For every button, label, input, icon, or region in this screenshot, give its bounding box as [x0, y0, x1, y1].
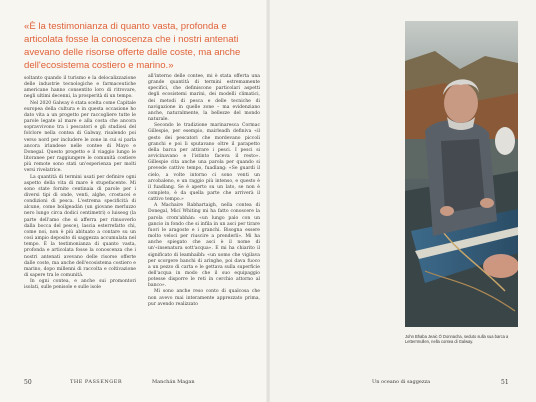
section-title: Un oceano di saggezza: [372, 379, 431, 385]
text-column-2: [148, 74, 260, 308]
paragraph: Secondo le tradizione marinaresca Cormac Gillespie, per esempio, mairleadh definiva «il gesto dei pescatori che mordevano piccoli granchi e poi li sputavano oltre il parapetto della barca per attirare i pesci. I pesci si avvicinavano e l'istinto faceva il resto». Gillespie cita anche una parola per quando si prevede cattivo tempo, fuadlang: «Se guardi il cielo, a volte intorno ci sono venti un arcobaleno, e un raggio più intenso, e questo è il fuadlang. Se è aperto su un lato, se non è completo, è da quella parte che arriverà il cattivo tempo.»: [148, 123, 260, 203]
text-column-1: [24, 76, 136, 291]
paragraph: A Machaire Rabhartaigh, nella contea di Donegal, Micí Whiting mi ha fatto conoscere la parola crom'abhán: «un lungo palo con un gancio in fondo che si infila in un asci per tirare fuori le aragoste e i granchi. Bisogna essere molto veloci per riuscire a prenderli». Mi ha anche spiegato che asci è il nome di un'«insenatura sott'acqua». E mi ha chiarito il significato di leamhaibh: «un uomo che vigilava per scorgere banchi di aringhe, poi dava fuoco a un pezzo di carta e le gettava sulla superficie dell'acqua in modo che il suo equipaggio potesse disporre le reti in cerchio attorno al banco».: [148, 203, 260, 289]
page-number-left: 50: [24, 379, 32, 386]
page-number-right: 51: [501, 379, 509, 386]
paragraph: all'interno delle contee, mi è stata offerta una grande quantità di termini estremamente specifici, che definiscono particolari aspetti degli ecosistemi marini, dei modelli climatici, dei metodi di pesca e delle tecniche di navigazione in quelle zone – ma evidenziano anche, naturalmente, la bellezze del mondo naturale.: [148, 74, 260, 123]
page-gutter: [266, 0, 270, 402]
author-name: Manchán Magan: [152, 379, 195, 385]
fisherman-photo: [405, 21, 518, 327]
paragraph: La quantità di termini usati per definire ogni aspetto della vita di mare è stupefacente. Mi sono state fornite centinaia di parole per i diversi tipi di onde, venti, alghe, crostacei e condizioni di pesca. L'estrema specificità di alcune, come boilgeadán (un giovane merluzzo nero lungo circa dodici centimetri) o luiseog (la parte dell'amo che si afferra per rimuoverlo dalla bocca del pesce), lascia esterrefatto chi, come noi, non è più abituato a contare su un così ampio deposito di saggezza accumulata nel tempo. È la testimonianza di quanto vasta, profonda e articolata fosse la conoscenza che i nostri antenati avevano delle risorse offerte dalle coste, ma anche dell'ecosistema costiero e marino, dopo millenni di raccolta e coltivazione di sapere tra le comunità.: [24, 174, 136, 278]
paragraph: Mi sono anche reso conto di qualcosa che non avevo mai interamente apprezzato prima, pur avendo realizzato: [148, 289, 260, 307]
paragraph: Nel 2020 Galway è stata scelta come Capitale europea della cultura e in questa occasione ho dato vita a un progetto per raccogliere tutte le parole legate al mare e alla costa che ancora sopravvivono tra i pescatori e gli studiosi del folclore nella contea di Galway, risalendo poi verso nord per includere le zone in cui si parla ancora irlandese nelle contee di Mayo e Donegal. Questo progetto e il viaggio lungo le litoranee per raggiungere le comunità costiere più remote sono stati un'esperienza per molti versi rivelatrice.: [24, 100, 136, 174]
paragraph: In ogni contea, e anche sui promontori isolati, sulle penisole e sulle isole: [24, 279, 136, 291]
paragraph: soltanto quando il turismo e la delocalizzazione delle industrie tecnologiche e farmaceutiche americane hanno consentito loro di ritrovare, negli ultimi decenni, la prosperità di un tempo.: [24, 76, 136, 100]
pull-quote: «È la testimonianza di quanto vasta, profonda e articolata fosse la conoscenza che i nostri antenati avevano delle risorse offerte dalle coste, ma anche dell'ecosistema costiero e marino.»: [24, 21, 241, 72]
publication-name: THE PASSENGER: [70, 379, 123, 385]
photo-caption: John Bhaba Jeaic Ó Donnacha, seduto sulla sua barca a Letterrmullen, nella contea di Galway.: [405, 334, 509, 345]
